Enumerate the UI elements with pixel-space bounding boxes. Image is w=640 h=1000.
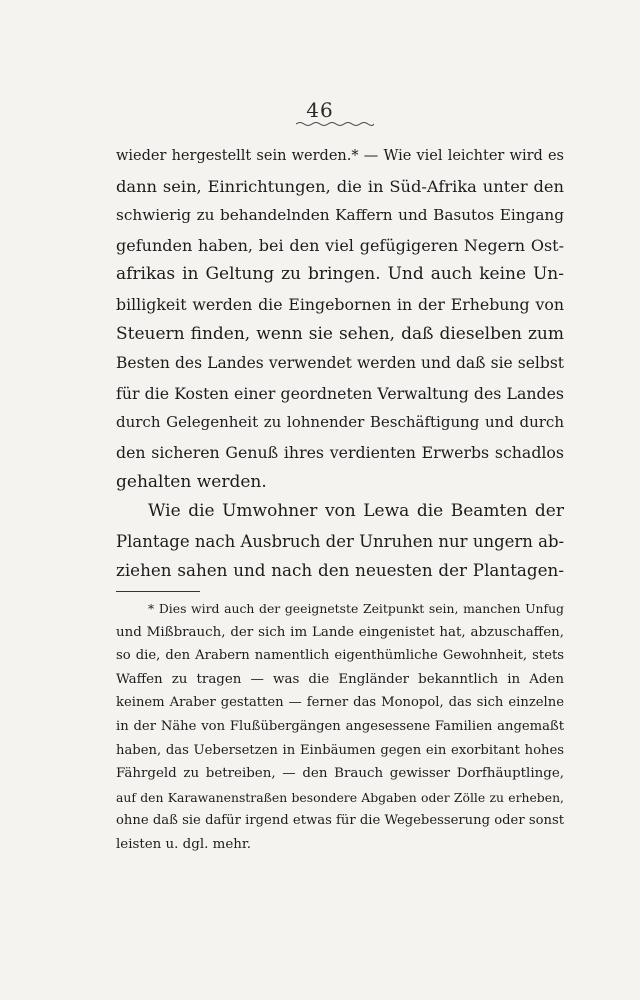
footnote xyxy=(116,597,564,857)
page-number-ornament xyxy=(296,121,374,127)
body-line: für die Kosten einer geordneten Verwaltung des Landes xyxy=(116,383,564,403)
body-line: schwierig zu behandelnden Kaffern und Basutos Eingang xyxy=(116,206,564,225)
body-line: ziehen sahen und nach den neuesten der Plantagen- xyxy=(116,560,564,581)
body-line: Wie die Umwohner von Lewa die Beamten der xyxy=(148,501,564,522)
body-line: Besten des Landes verwendet werden und daß sie selbst xyxy=(116,354,564,373)
footnote-divider xyxy=(116,591,200,592)
footnote-line: leisten u. dgl. mehr. xyxy=(116,836,252,852)
footnote-line: in der Nähe von Flußübergängen angesessene Familien angemaßt xyxy=(116,718,564,734)
footnote-line: Fährgeld zu betreiben, — den Brauch gewisser Dorfhäuptlinge, xyxy=(116,766,564,782)
footnote-line: Waffen zu tragen — was die Engländer bekanntlich in Aden xyxy=(116,671,564,687)
footnote-line: * Dies wird auch der geeignetste Zeitpunkt sein, manchen Unfug xyxy=(148,601,564,616)
body-line: durch Gelegenheit zu lohnender Beschäftigung und durch xyxy=(116,413,564,432)
body-text xyxy=(116,142,564,586)
page-number: 46 xyxy=(306,98,334,122)
footnote-line: so die, den Arabern namentlich eigenthümliche Gewohnheit, stets xyxy=(116,648,564,664)
body-line: wieder hergestellt sein werden.* — Wie viel leichter wird es xyxy=(116,148,564,164)
footnote-line: ohne daß sie dafür irgend etwas für die Wegebesserung oder sonst xyxy=(116,813,564,829)
footnote-line: und Mißbrauch, der sich im Lande eingenistet hat, abzuschaffen, xyxy=(116,624,564,640)
body-line: billigkeit werden die Eingebornen in der Erhebung von xyxy=(116,294,564,314)
footnote-line: keinem Araber gestatten — ferner das Monopol, das sich einzelne xyxy=(116,695,564,711)
body-line: Steuern finden, wenn sie sehen, daß dieselben zum xyxy=(116,323,564,344)
body-line: gefunden haben, bei den viel gefügigeren Negern Ost- xyxy=(116,235,564,255)
body-line: afrikas in Geltung zu bringen. Und auch keine Un- xyxy=(116,264,564,285)
body-line: gehalten werden. xyxy=(116,471,267,492)
body-line: dann sein, Einrichtungen, die in Süd-Afrika unter den xyxy=(116,176,564,196)
body-line: den sicheren Genuß ihres verdienten Erwerbs schadlos xyxy=(116,442,564,462)
footnote-line: haben, das Uebersetzen in Einbäumen gegen ein exorbitant hohes xyxy=(116,742,564,758)
footnote-line: auf den Karawanenstraßen besondere Abgaben oder Zölle zu erheben, xyxy=(116,789,564,805)
body-line: Plantage nach Ausbruch der Unruhen nur ungern ab- xyxy=(116,531,564,551)
